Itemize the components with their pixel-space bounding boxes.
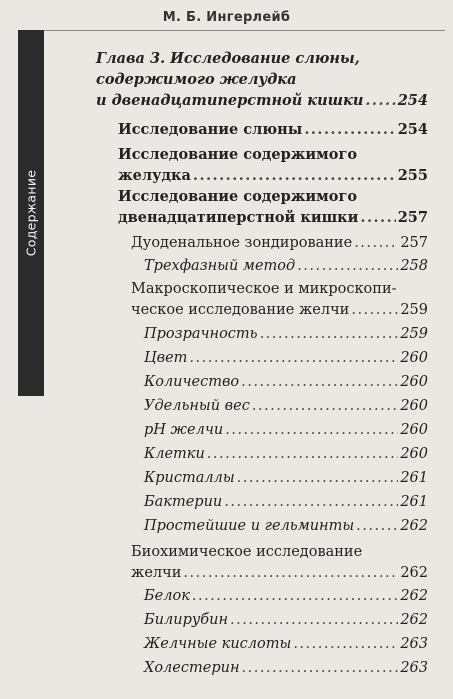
toc-entry-text-line: Исследование слюны <box>118 121 303 138</box>
toc-page-number: 255 <box>397 167 428 184</box>
toc-entry-text-line: Макроскопическое и микроскопи- <box>131 281 397 297</box>
toc-entry-text-line: Глава 3. Исследование слюны, <box>96 50 360 67</box>
dot-leader <box>192 586 398 607</box>
toc-entry-transparency <box>144 324 428 345</box>
toc-page-number: 262 <box>400 518 428 534</box>
dot-leader <box>297 256 398 277</box>
toc-entry-saliva <box>118 119 428 140</box>
dot-leader <box>360 207 395 228</box>
toc-entry-text-line: Белок <box>144 588 190 604</box>
dot-leader <box>293 634 398 655</box>
toc-entry-text-line: Клетки <box>144 446 205 462</box>
dot-leader <box>193 165 396 186</box>
dot-leader <box>351 300 398 321</box>
dot-leader <box>252 396 398 417</box>
toc-entry-cells <box>144 444 428 465</box>
toc-page-number: 254 <box>397 121 428 138</box>
toc-entry-text-line: Бактерии <box>144 494 223 510</box>
toc-entry-protozoa <box>144 516 428 537</box>
toc-page-number: 257 <box>400 235 428 251</box>
toc-entry-text-line: pH желчи <box>144 422 224 438</box>
dot-leader <box>260 324 399 345</box>
toc-entry-bilirubin <box>144 610 428 631</box>
toc-entry-text-line: Желчные кислоты <box>144 636 292 652</box>
toc-page-number: 257 <box>397 209 428 226</box>
toc-entry-text-line: Трехфазный метод <box>144 258 296 274</box>
toc-entry-quantity <box>144 372 428 393</box>
toc-page-number: 262 <box>400 588 428 604</box>
toc-page-number: 259 <box>400 302 428 318</box>
toc-entry-duodenal-probing <box>131 233 428 254</box>
toc-page-number: 262 <box>400 565 428 581</box>
toc-entry-text-line: Холестерин <box>144 660 240 676</box>
dot-leader <box>183 563 398 584</box>
toc-entry-text-line: содержимого желудка <box>96 71 297 88</box>
dot-leader <box>356 516 398 537</box>
toc-page-number: 259 <box>400 326 428 342</box>
toc-entry-duodenum <box>118 186 428 228</box>
toc-page-number: 262 <box>400 612 428 628</box>
toc-entry-ph <box>144 420 428 441</box>
toc-page-number: 260 <box>400 374 428 390</box>
toc-page-number: 261 <box>400 470 428 486</box>
toc-page-number: 260 <box>400 446 428 462</box>
toc-entry-cholesterol <box>144 658 428 679</box>
dot-leader <box>242 658 399 679</box>
dot-leader <box>225 420 398 441</box>
toc-entry-chapter-3 <box>96 48 428 111</box>
toc-entry-text-line: ческое исследование желчи <box>131 302 350 318</box>
dot-leader <box>230 610 398 631</box>
toc-page-number: 263 <box>400 636 428 652</box>
toc-entry-bile-acids <box>144 634 428 655</box>
toc-entry-text-line: Кристаллы <box>144 470 235 486</box>
toc-entry-text-line: желчи <box>131 565 182 581</box>
toc-entry-protein <box>144 586 428 607</box>
running-header-author: М. Б. Ингерлейб <box>162 10 291 25</box>
toc-entry-text-line: желудка <box>118 167 191 184</box>
toc-entry-text-line: Биохимическое исследование <box>131 544 363 560</box>
toc-entry-text-line: двенадцатиперстной кишки <box>118 209 359 226</box>
dot-leader <box>354 233 398 254</box>
toc-page-number: 260 <box>400 422 428 438</box>
dot-leader <box>237 468 399 489</box>
toc-entry-text-line: и двенадцатиперстной кишки <box>96 92 364 109</box>
toc-entry-text-line: Дуоденальное зондирование <box>131 235 353 251</box>
toc-entry-text-line: Прозрачность <box>144 326 258 342</box>
toc-entry-macro-micro <box>131 279 428 321</box>
toc-entry-crystals <box>144 468 428 489</box>
toc-entry-text-line: Простейшие и гельминты <box>144 518 355 534</box>
toc-page-number: 260 <box>400 350 428 366</box>
toc-entry-three-phase <box>144 256 428 277</box>
toc-entry-biochemical <box>131 542 428 584</box>
toc-page-number: 261 <box>400 494 428 510</box>
dot-leader <box>304 119 395 140</box>
toc-page-number: 254 <box>397 92 428 109</box>
toc-entry-text-line: Билирубин <box>144 612 228 628</box>
dot-leader <box>224 492 398 513</box>
dot-leader <box>365 90 395 111</box>
toc-entry-text-line: Исследование содержимого <box>118 188 358 205</box>
toc-entry-bacteria <box>144 492 428 513</box>
toc-page-number: 260 <box>400 398 428 414</box>
dot-leader <box>241 372 398 393</box>
toc-entry-stomach <box>118 144 428 186</box>
toc-entry-color <box>144 348 428 369</box>
toc-entry-text-line: Исследование содержимого <box>118 146 358 163</box>
toc-entry-text-line: Цвет <box>144 350 188 366</box>
side-tab-label: Содержание <box>23 169 39 257</box>
toc-entry-text-line: Удельный вес <box>144 398 250 414</box>
dot-leader <box>207 444 399 465</box>
toc-page-number: 263 <box>400 660 428 676</box>
dot-leader <box>189 348 398 369</box>
toc-entry-specific-gravity <box>144 396 428 417</box>
toc-entry-text-line: Количество <box>144 374 240 390</box>
toc-page-number: 258 <box>400 258 428 274</box>
